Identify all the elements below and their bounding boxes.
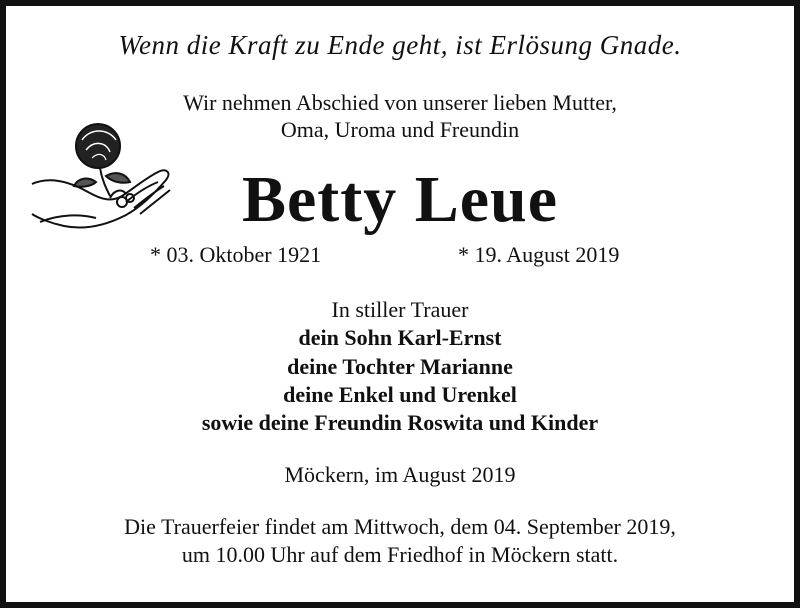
intro-line-1: Wir nehmen Abschied von unserer lieben Mutter, bbox=[183, 90, 617, 115]
funeral-info-line-1: Die Trauerfeier findet am Mittwoch, dem 04. September 2019, bbox=[124, 514, 676, 539]
motto: Wenn die Kraft zu Ende geht, ist Erlösung Gnade. bbox=[118, 30, 682, 60]
death-date: * 19. August 2019 bbox=[458, 242, 620, 267]
birth-date: * 03. Oktober 1921 bbox=[150, 242, 322, 267]
mourner-line: deine Tochter Marianne bbox=[287, 354, 513, 379]
intro-line-2: Oma, Uroma und Freundin bbox=[280, 117, 520, 142]
deceased-name: Betty Leue bbox=[241, 163, 559, 236]
place-and-date: Möckern, im August 2019 bbox=[284, 462, 516, 487]
mourning-lead: In stiller Trauer bbox=[331, 297, 469, 322]
mourner-line: dein Sohn Karl-Ernst bbox=[298, 325, 502, 350]
funeral-info-line-2: um 10.00 Uhr auf dem Friedhof in Möckern statt. bbox=[181, 542, 619, 567]
mourner-line: sowie deine Freundin Roswita und Kinder bbox=[201, 410, 599, 435]
mourner-line: deine Enkel und Urenkel bbox=[283, 382, 517, 407]
